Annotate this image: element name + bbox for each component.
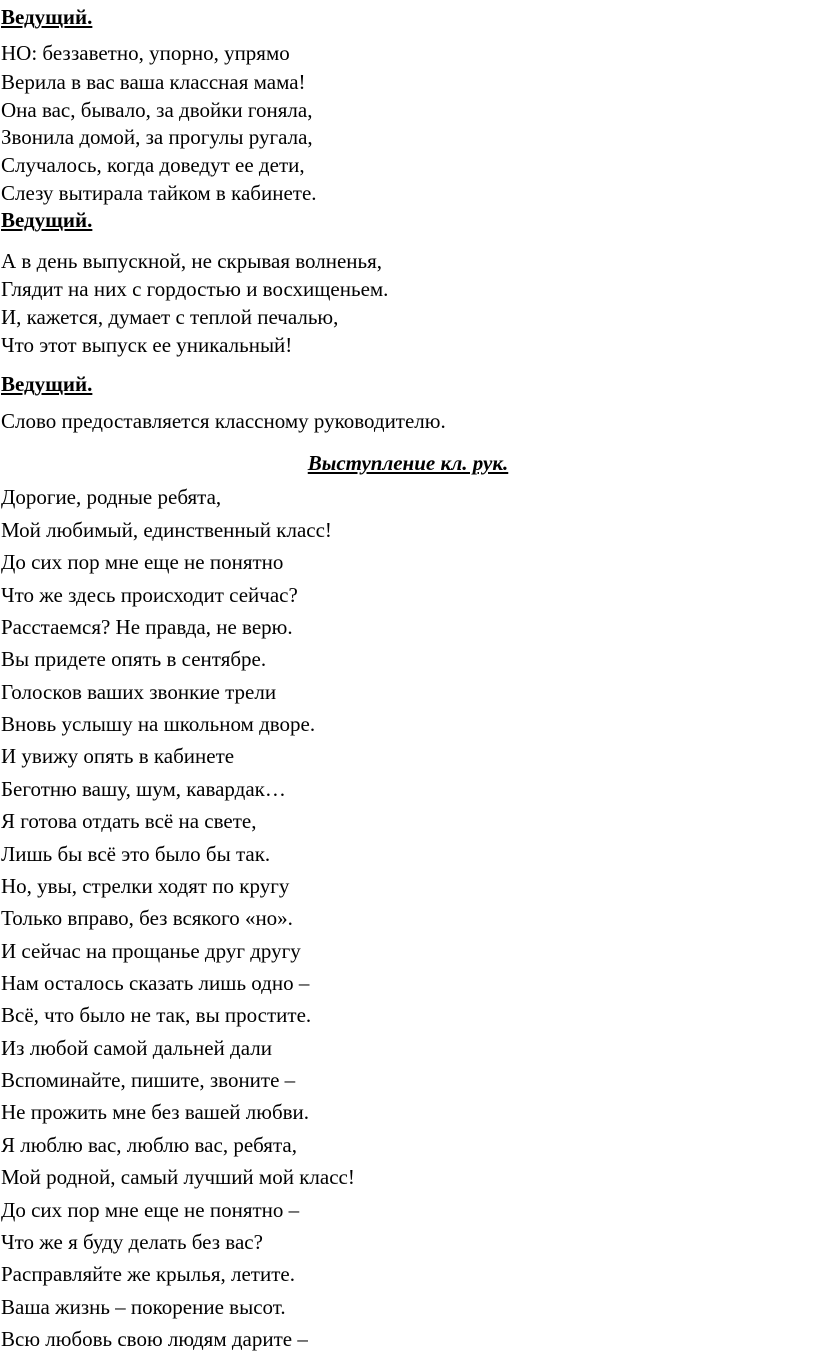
- poem-line: Дорогие, родные ребята,: [1, 485, 222, 509]
- poem-line: До сих пор мне еще не понятно: [1, 550, 284, 574]
- poem-line: Беготню вашу, шум, кавардак…: [1, 777, 286, 801]
- poem-line: Только вправо, без всякого «но».: [1, 906, 293, 930]
- poem-line: Мой любимый, единственный класс!: [1, 518, 332, 542]
- poem-line: Из любой самой дальней дали: [1, 1036, 272, 1060]
- poem-line: Но, увы, стрелки ходят по кругу: [1, 874, 290, 898]
- poem-line: Мой родной, самый лучший мой класс!: [1, 1165, 355, 1189]
- verse-line: Она вас, бывало, за двойки гоняла,: [1, 98, 313, 122]
- verse-line: НО: беззаветно, упорно, упрямо: [1, 41, 290, 65]
- poem-line: Расправляйте же крылья, летите.: [1, 1262, 295, 1286]
- verse-line: Случалось, когда доведут ее дети,: [1, 153, 305, 177]
- poem-line: Вы придете опять в сентябре.: [1, 647, 267, 671]
- verse-line: А в день выпускной, не скрывая волненья,: [1, 249, 382, 273]
- announcement-line: Слово предоставляется классному руководителю.: [1, 409, 446, 433]
- poem-line: До сих пор мне еще не понятно –: [1, 1198, 300, 1222]
- poem-line: Что же я буду делать без вас?: [1, 1230, 263, 1254]
- poem-line: Я люблю вас, люблю вас, ребята,: [1, 1133, 297, 1157]
- verse-line: Верила в вас ваша классная мама!: [1, 70, 306, 94]
- poem-line: Не прожить мне без вашей любви.: [1, 1100, 310, 1124]
- speaker-heading: Ведущий.: [1, 208, 93, 232]
- poem-line: Вспоминайте, пишите, звоните –: [1, 1068, 296, 1092]
- speaker-heading: Ведущий.: [1, 5, 93, 29]
- verse-line: Глядит на них с гордостью и восхищеньем.: [1, 277, 389, 301]
- verse-line: Слезу вытирала тайком в кабинете.: [1, 181, 317, 205]
- poem-line: Нам осталось сказать лишь одно –: [1, 971, 310, 995]
- poem-line: Лишь бы всё это было бы так.: [1, 842, 271, 866]
- poem-line: Ваша жизнь – покорение высот.: [1, 1295, 286, 1319]
- speech-title: Выступление кл. рук.: [307, 451, 509, 475]
- poem-line: Что же здесь происходит сейчас?: [1, 583, 298, 607]
- verse-line: Что этот выпуск ее уникальный!: [1, 333, 293, 357]
- poem-line: И сейчас на прощанье друг другу: [1, 939, 301, 963]
- poem-line: Голосков ваших звонкие трели: [1, 680, 277, 704]
- verse-line: И, кажется, думает с теплой печалью,: [1, 305, 339, 329]
- poem-line: Я готова отдать всё на свете,: [1, 809, 257, 833]
- verse-line: Звонила домой, за прогулы ругала,: [1, 125, 313, 149]
- speaker-heading: Ведущий.: [1, 372, 93, 396]
- poem-line: И увижу опять в кабинете: [1, 744, 235, 768]
- poem-line: Вновь услышу на школьном дворе.: [1, 712, 316, 736]
- poem-line: Расстаемся? Не правда, не верю.: [1, 615, 293, 639]
- poem-line: Всё, что было не так, вы простите.: [1, 1003, 312, 1027]
- poem-line: Всю любовь свою людям дарите –: [1, 1327, 308, 1351]
